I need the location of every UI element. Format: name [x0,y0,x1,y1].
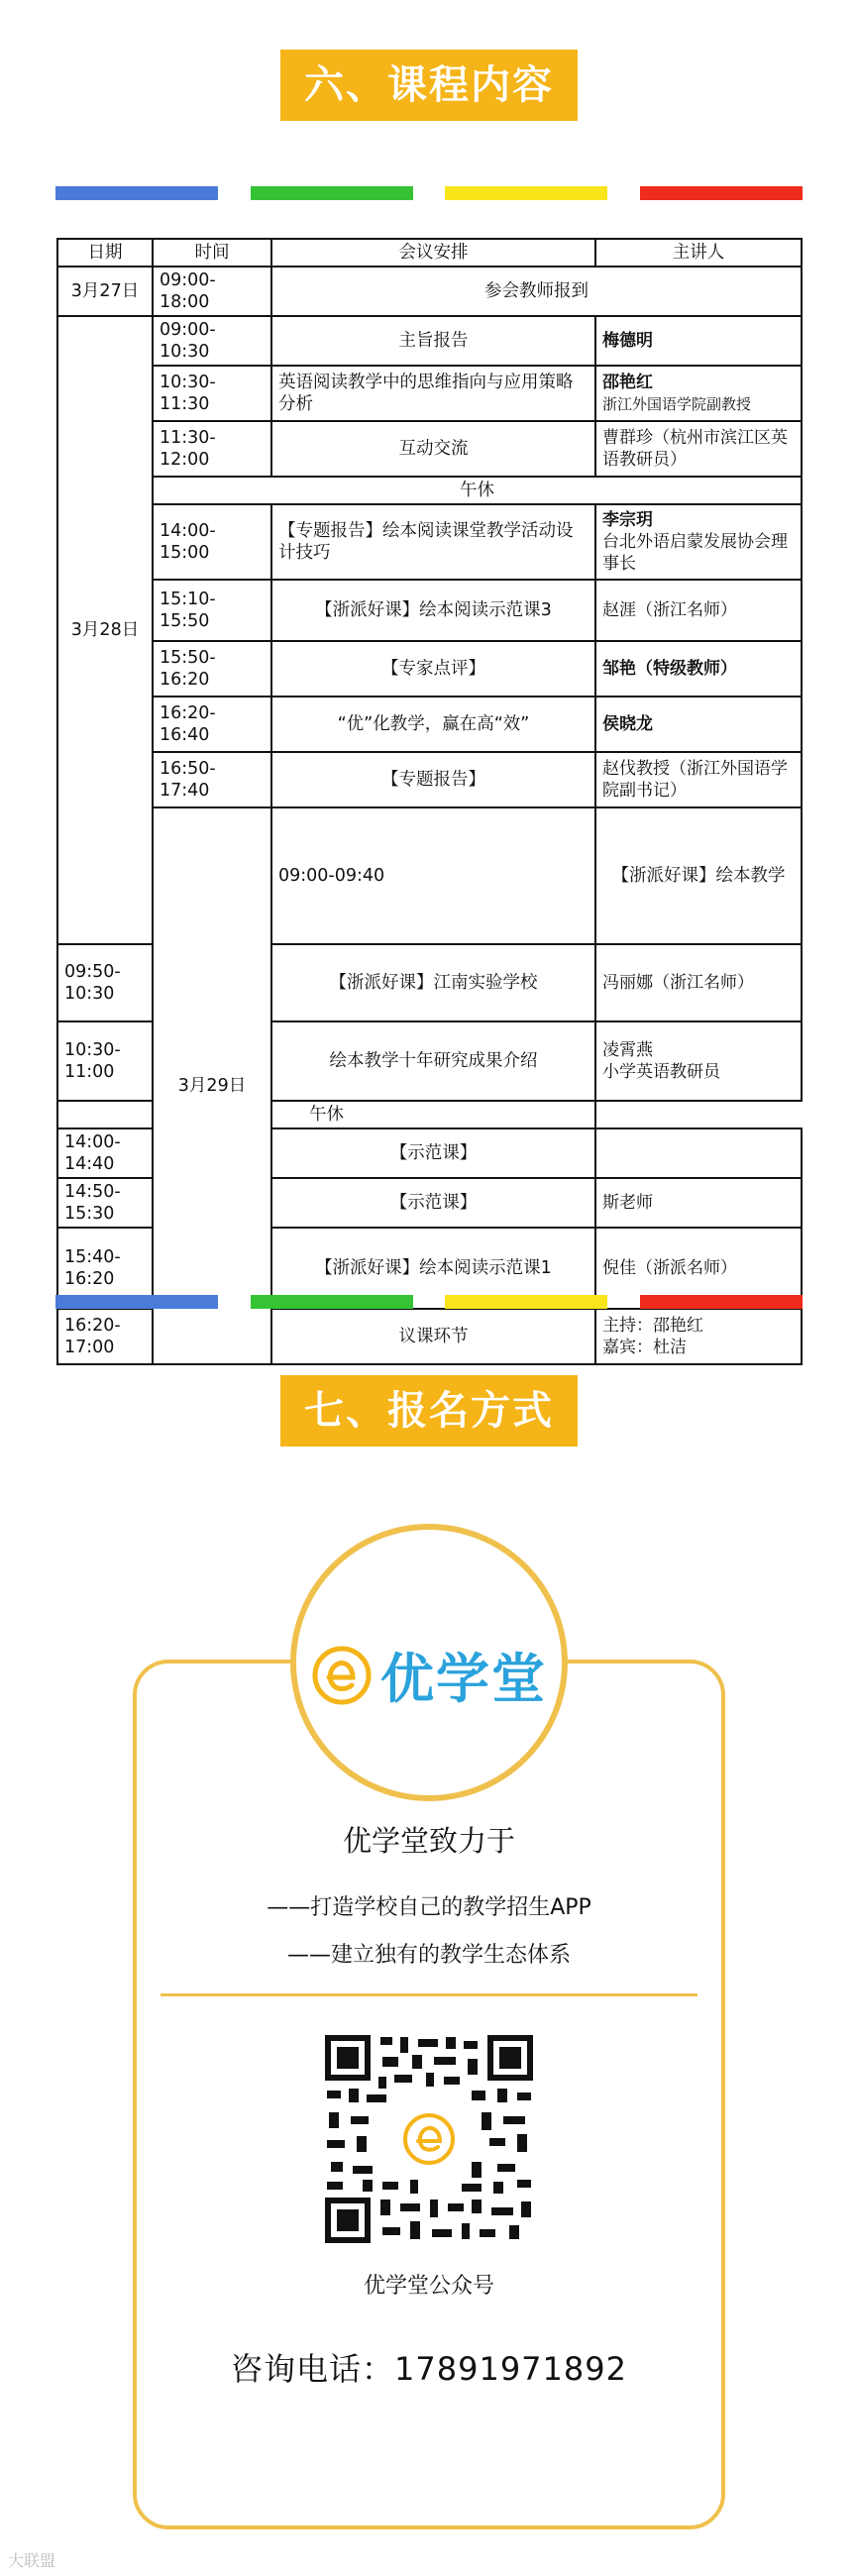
speaker-name: 李宗玥 [602,510,653,530]
time-cell: 15:10-15:50 [153,580,271,641]
speaker-name: 邹艳（特级教师） [602,659,737,679]
agenda-cell: 互动交流 [271,421,595,477]
table-row [57,580,802,641]
header-time: 时间 [153,239,271,267]
qr-caption: 优学堂公众号 [363,2274,494,2299]
schedule-table [56,238,803,1365]
agenda-cell: 【示范课】 [271,1128,595,1178]
break-cell: 午休 [57,1101,595,1128]
agenda-cell: 主旨报告 [271,316,595,366]
table-row [57,697,802,752]
table-row [57,421,802,477]
mission-line-2: ——建立独有的教学生态体系 [286,1943,571,1968]
logo-text: 优学堂 [380,1648,547,1710]
color-divider-bottom [55,1295,803,1309]
yellow-bar [445,186,607,200]
agenda-cell: 【专题报告】 [271,752,595,807]
time-cell: 14:00-14:40 [57,1128,153,1178]
agenda-cell: “优”化教学，赢在高“效” [271,697,595,752]
break-row [57,477,802,504]
table-row [57,316,802,366]
time-cell: 16:50-17:40 [153,752,271,807]
speaker-cell [595,366,802,421]
yellow-bar [445,1295,607,1309]
speaker-cell: 冯丽娜（浙江名师） [595,944,802,1021]
time-cell: 11:30-12:00 [153,421,271,477]
agenda-cell: 【浙派好课】绘本阅读示范课1 [271,1228,595,1309]
speaker-cell: 赵涯（浙江名师） [595,580,802,641]
speaker-name: 梅德明 [602,331,653,351]
speaker-cell: 倪佳（浙派名师） [595,1228,802,1309]
green-bar [251,186,413,200]
phone-number[interactable]: 咨询电话：17891971892 [231,2350,627,2388]
host-name: 主持：邵艳红 [602,1316,703,1336]
time-cell: 15:40-16:20 [57,1228,153,1309]
time-cell: 09:00-09:40 [271,807,595,944]
time-cell: 15:50-16:20 [153,641,271,697]
table-row [57,752,802,807]
date-cell: 3月28日 [57,316,153,944]
date-cell: 3月29日 [153,807,271,1364]
speaker-cell [595,697,802,752]
qr-code[interactable] [323,2033,535,2245]
green-bar [251,1295,413,1309]
speaker-cell: 曹群珍（杭州市滨江区英语教研员） [595,421,802,477]
agenda-cell: 【浙派好课】江南实验学校 [271,944,595,1021]
speaker-cell [595,1128,802,1178]
agenda-cell: 参会教师报到 [271,267,802,316]
time-cell: 14:50-15:30 [57,1178,153,1228]
section-7-title: 七、报名方式 [280,1375,578,1447]
table-row [57,641,802,697]
agenda-cell: 英语阅读教学中的思维指向与应用策略分析 [271,366,595,421]
time-cell: 10:30-11:00 [57,1021,153,1101]
time-cell: 10:30-11:30 [153,366,271,421]
e-circle-icon [311,1645,373,1706]
blue-bar [55,186,218,200]
header-agenda: 会议安排 [271,239,595,267]
table-row [57,504,802,580]
agenda-cell: 绘本教学十年研究成果介绍 [271,1021,595,1101]
speaker-cell: 赵伐教授（浙江外国语学院副书记） [595,752,802,807]
agenda-cell: 【专家点评】 [271,641,595,697]
table-row [57,366,802,421]
agenda-cell: 【浙派好课】绘本阅读示范课3 [271,580,595,641]
agenda-cell: 【浙派好课】绘本教学 [595,807,802,944]
header-date: 日期 [57,239,153,267]
time-cell: 09:00-18:00 [153,267,271,316]
time-cell: 16:20-16:40 [153,697,271,752]
speaker-cell [595,1021,802,1101]
red-bar [640,186,803,200]
speaker-cell [595,316,802,366]
guest-name: 嘉宾：杜洁 [602,1338,687,1357]
agenda-cell: 【专题报告】绘本阅读课堂教学活动设计技巧 [271,504,595,580]
watermark: 大联盟 [8,2551,56,2570]
section-6-title: 六、课程内容 [280,50,578,121]
time-cell: 09:00-10:30 [153,316,271,366]
time-cell: 09:50-10:30 [57,944,153,1021]
break-cell: 午休 [153,477,802,504]
mission-text: 优学堂致力于 [342,1824,515,1858]
speaker-name: 凌霄燕 [602,1040,653,1060]
speaker-cell [595,1309,802,1364]
table-row [57,807,802,944]
color-divider-top [55,186,803,200]
speaker-cell [595,504,802,580]
speaker-title: 浙江外国语学院副教授 [602,395,752,413]
mission-line-1: ——打造学校自己的教学招生APP [267,1895,591,1920]
table-header-row [57,239,802,267]
logo-badge [290,1524,568,1801]
speaker-cell [595,641,802,697]
blue-bar [55,1295,218,1309]
table-row [57,267,802,316]
time-cell: 16:20-17:00 [57,1309,153,1364]
agenda-cell: 议课环节 [271,1309,595,1364]
break-row [57,1101,802,1128]
time-cell: 14:00-15:00 [153,504,271,580]
header-speaker: 主讲人 [595,239,802,267]
speaker-name: 侯晓龙 [602,714,653,734]
logo [296,1637,562,1713]
speaker-cell: 斯老师 [595,1178,802,1228]
date-cell: 3月27日 [57,267,153,316]
speaker-name: 邵艳红 [602,373,653,392]
card-divider [161,1993,697,1996]
speaker-title: 小学英语教研员 [602,1062,720,1082]
agenda-cell: 【示范课】 [271,1178,595,1228]
red-bar [640,1295,803,1309]
speaker-title: 台北外语启蒙发展协会理事长 [602,532,788,574]
